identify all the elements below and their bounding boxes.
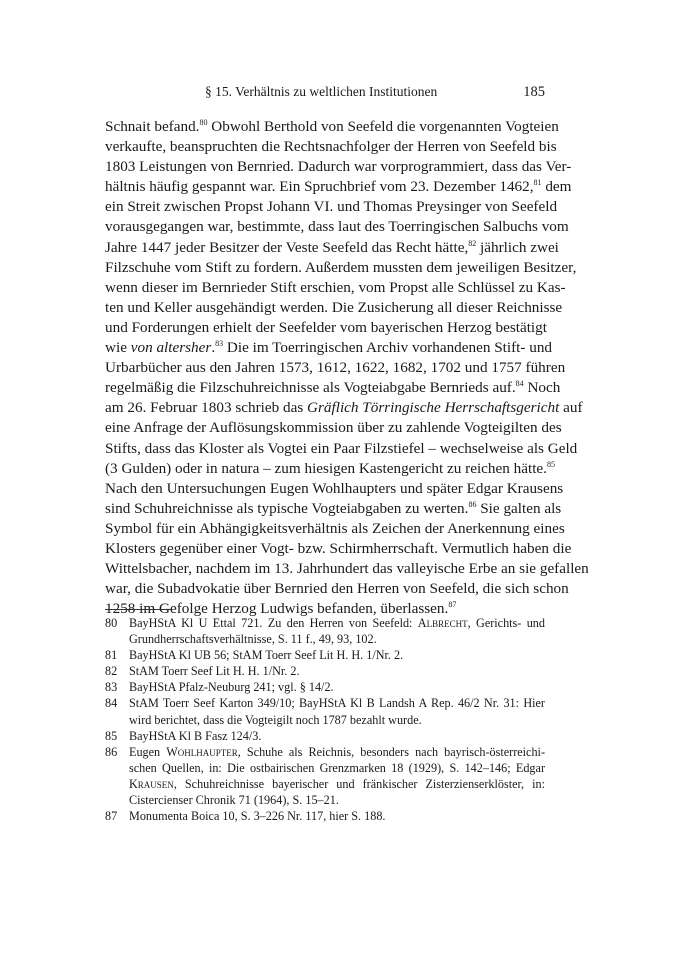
text-run: ten und Keller ausgehändigt werden. Die Zusicherung all dieser Reichnisse [105, 298, 563, 316]
text-run: Filzschuhe vom Stift zu fordern. Außerdem mussten dem jeweiligen Besitzer, [105, 258, 577, 276]
footnote-number: 86 [105, 744, 118, 759]
text-run: (3 Gulden) oder in natura – zum hiesigen Kastengericht zu reichen hätte. [105, 459, 547, 477]
author-name: Wohlhaupter [166, 744, 238, 759]
text-run: ein Streit zwischen Propst Johann VI. und Thomas Preysinger von Seefeld [105, 198, 558, 216]
text-run: Urbarbücher aus den Jahren 1573, 1612, 1622, 1682, 1702 und 1757 führen [105, 359, 566, 377]
footnote [105, 744, 545, 808]
footnote-separator [105, 609, 172, 610]
text-run: . [211, 339, 216, 357]
text-run: 1258 im Gefolge Herzog Ludwigs befanden, überlassen. [105, 600, 449, 618]
text-line [105, 378, 561, 398]
footnote-number: 82 [105, 664, 118, 679]
text-run: , Schuhreichnisse bayerischer und fränkischer Zisterzienserklöster, in: [173, 776, 545, 791]
footnote-number: 83 [105, 680, 118, 695]
footnote-line [129, 695, 545, 711]
text-run: war, die Subadvokatie über Bernried den Herren von Seefeld, die sich schon [105, 580, 569, 598]
text-run: , Schuhe als Reichnis, besonders nach bayrisch-österreichi- [237, 744, 546, 759]
italic-text: Gräflich Törringische Herrschaftsgericht [307, 399, 560, 417]
section-title: § 15. Verhältnis zu weltlichen Institutionen [205, 84, 438, 99]
text-run: hältnis häufig gespannt war. Ein Spruchbrief vom 23. Dezember 1462, [105, 178, 534, 196]
text-line [105, 499, 562, 519]
text-run: Stifts, dass das Kloster als Vogtei ein Paar Filzstiefel – wechselweise als Geld [105, 439, 578, 457]
text-line [105, 338, 553, 358]
footnote-number: 84 [105, 696, 118, 711]
text-run: Grundherrschaftsverhältnisse, S. 11 f., 49, 93, 102. [129, 632, 377, 647]
text-run: Klosters gegenüber einer Vogt- bzw. Schirmherrschaft. Vermutlich haben die [105, 539, 572, 557]
footnote-number: 87 [105, 809, 118, 824]
text-line [105, 238, 559, 258]
footnotes [105, 615, 545, 824]
footnote [105, 808, 545, 824]
text-run: Nach den Untersuchungen Eugen Wohlhaupters und später Edgar Krausens [105, 479, 564, 497]
text-line [105, 157, 572, 177]
text-line [105, 258, 577, 278]
footnote-line [129, 647, 545, 663]
main-text [105, 117, 589, 619]
text-line [105, 559, 589, 579]
text-run: jährlich zwei [476, 238, 559, 256]
text-run: Noch [523, 379, 561, 397]
text-line [105, 358, 566, 378]
text-run: sind Schuhreichnisse als typische Vogteiabgaben zu werten. [105, 499, 469, 517]
footnote-line [129, 808, 545, 824]
footnote-ref: 83 [215, 339, 224, 349]
author-name: Albrecht [417, 616, 468, 630]
text-run: verkaufte, beanspruchten die Rechtsnachfolger der Herren von Seefeld bis [105, 138, 557, 156]
text-line [105, 197, 558, 217]
footnote-ref: 82 [468, 238, 477, 248]
footnote-ref: 81 [533, 178, 542, 188]
footnote [105, 663, 545, 679]
footnote-line [129, 776, 545, 792]
text-run: regelmäßig die Filzschuhreichnisse als Vogteiabgabe Bernrieds auf. [105, 379, 516, 397]
footnote-ref: 80 [199, 118, 208, 127]
footnote-number: 85 [105, 728, 118, 743]
footnote-line [129, 728, 545, 744]
text-line [105, 278, 566, 298]
footnote-number: 81 [105, 648, 118, 663]
text-line [105, 539, 572, 559]
text-run: BayHStA Kl U Ettal 721. Zu den Herren von Seefeld: [129, 616, 418, 630]
text-run: StAM Toerr Seef Karton 349/10; BayHStA Kl B Landsh A Rep. 46/2 Nr. 31: Hier [129, 696, 545, 711]
text-line [105, 318, 545, 338]
text-run: am 26. Februar 1803 schrieb das [105, 399, 308, 417]
text-run: Schnait befand. [105, 118, 200, 135]
text-run: Die im Toerringischen Archiv vorhandenen Stift- und [223, 339, 553, 357]
text-run: schen Quellen, in: Die ostbairischen Grenzmarken 18 (1929), S. 142–146; Edgar [129, 760, 545, 775]
footnote-line [129, 744, 545, 760]
text-run: und Forderungen erhielt der Seefelder vom bayerischen Herzog bestätigt [105, 318, 547, 336]
text-line [105, 459, 555, 479]
italic-text: von altersher [130, 339, 212, 357]
text-run: 1803 Leistungen von Bernried. Dadurch war vorprogrammiert, dass das Ver- [105, 158, 572, 176]
footnote-ref: 85 [546, 459, 555, 469]
text-line [105, 398, 583, 418]
footnote-ref: 86 [468, 499, 477, 509]
text-run: Obwohl Berthold von Seefeld die vorgenannten Vogteien [207, 118, 559, 135]
text-run: BayHStA Pfalz-Neuburg 241; vgl. § 14/2. [129, 680, 334, 695]
footnote [105, 728, 545, 744]
footnote-ref: 87 [448, 600, 457, 610]
footnote-line [129, 679, 545, 695]
text-run: vorausgegangen war, bestimmte, dass laut des Toerringischen Salbuchs vom [105, 218, 569, 236]
footnote-line [129, 792, 545, 808]
text-run: Sie galten als [476, 499, 562, 517]
footnote-line [129, 631, 545, 647]
text-run: Cistercienser Chronik 71 (1964), S. 15–21. [129, 793, 339, 808]
footnote-line [129, 615, 545, 631]
text-run: wird berichtet, dass die Vogteigilt noch 1787 bezahlt wurde. [129, 712, 422, 727]
text-run: auf [559, 399, 583, 417]
text-line [105, 579, 569, 599]
text-run: Symbol für ein Abhängigkeitsverhältnis als Zeichen der Anerkennung eines [105, 519, 565, 537]
footnote-ref: 84 [515, 379, 524, 389]
text-run: BayHStA Kl B Fasz 124/3. [129, 728, 262, 743]
text-line [105, 298, 563, 318]
text-run: eine Anfrage der Auflösungskommission über zu zahlende Vogteigilten des [105, 419, 562, 437]
text-line [105, 519, 565, 539]
text-line [105, 137, 557, 157]
text-line [105, 479, 564, 499]
text-run: BayHStA Kl UB 56; StAM Toerr Seef Lit H. H. 1/Nr. 2. [129, 648, 404, 663]
footnote [105, 695, 545, 727]
text-run: Monumenta Boica 10, S. 3–226 Nr. 117, hier S. 188. [129, 809, 386, 824]
page-number: 185 [523, 84, 545, 100]
text-line [105, 217, 569, 237]
text-run: Jahre 1447 jeder Besitzer der Veste Seefeld das Recht hätte, [105, 238, 469, 256]
text-line [105, 117, 559, 137]
footnote-line [129, 760, 545, 776]
text-line [105, 177, 572, 197]
text-run: , Gerichts- und [467, 616, 545, 630]
footnote-line [129, 663, 545, 679]
text-run: wie [105, 339, 131, 357]
text-run: StAM Toerr Seef Lit H. H. 1/Nr. 2. [129, 664, 300, 679]
text-run: Eugen [129, 744, 167, 759]
text-run: Wittelsbacher, nachdem im 13. Jahrhundert das valleyische Erbe an sie gefallen [105, 560, 589, 578]
running-header [105, 84, 545, 106]
author-name: Krausen [129, 776, 174, 791]
text-run: dem [541, 178, 572, 196]
footnote-line [129, 712, 545, 728]
text-run: wenn dieser im Bernrieder Stift erschien, vom Propst alle Schlüssel zu Kas- [105, 278, 566, 296]
footnote [105, 679, 545, 695]
text-line [105, 439, 578, 459]
text-line [105, 418, 562, 438]
footnote [105, 647, 545, 663]
footnote-number: 80 [105, 616, 118, 630]
footnote [105, 615, 545, 647]
